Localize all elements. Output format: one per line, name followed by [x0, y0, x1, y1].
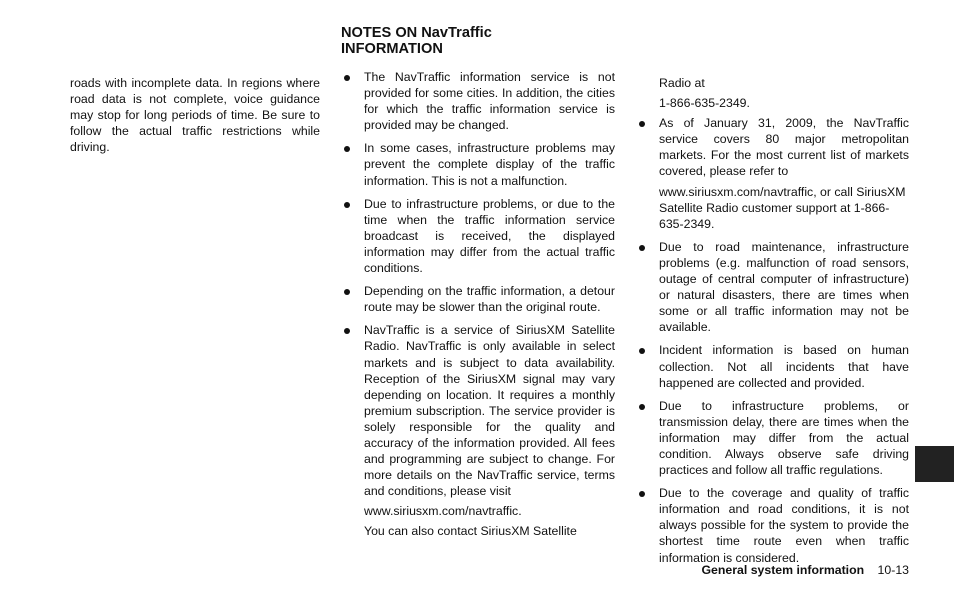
list-item [341, 322, 615, 539]
page-footer [701, 562, 909, 578]
bullet-icon [344, 328, 350, 334]
bullet-icon [344, 75, 350, 81]
list-item-subtext: www.siriusxm.com/navtraffic, or call SiriusXM Satellite Radio customer support at 1-866-635-2349. [659, 184, 906, 231]
list-item-text: Due to infrastructure problems, or transmission delay, there are times when the information may differ from the actual condition. Always observe safe driving practices and follow all traffic regulations. [659, 398, 909, 478]
list-item [636, 485, 909, 565]
bullet-icon [639, 491, 645, 497]
column-right [636, 75, 909, 573]
list-item [636, 342, 909, 390]
bullet-icon [344, 289, 350, 295]
list-item [636, 239, 909, 336]
list-item-text: In some cases, infrastructure problems may prevent the complete display of the traffic information. This is not a malfunction. [364, 141, 615, 188]
list-item [341, 69, 615, 133]
footer-section-title: General system information [701, 563, 865, 577]
support-phone: 1-866-635-2349. [659, 96, 750, 111]
list-item [341, 196, 615, 276]
heading-line-1: NOTES ON NavTraffic [341, 25, 492, 41]
list-item-text: As of January 31, 2009, the NavTraffic service covers 80 major metropolitan markets. For the most current list of markets covered, please refer to [659, 116, 909, 179]
list-item-text: NavTraffic is a service of SiriusXM Satellite Radio. NavTraffic is only available in select markets and is subject to data availability. Reception of the SiriusXM signal may vary depending on location. It requires a monthly premium subscription. The service provider is solely responsible for the quality and accuracy of the information provided. All fees and programming are subject to change. For more details on the NavTraffic service, terms and conditions, please visit [364, 323, 615, 499]
list-item-text: The NavTraffic information service is not provided for some cities. In addition, the cities for which the traffic information service is provided may be changed. [364, 70, 615, 133]
bullet-icon [639, 404, 645, 410]
page-number: 10-13 [877, 563, 909, 577]
column-middle [341, 25, 615, 547]
bullet-icon [639, 348, 645, 354]
section-heading [341, 25, 615, 57]
list-item-text: Due to infrastructure problems, or due to the time when the traffic information service broadcast is received, the displayed information may differ from the actual traffic conditions. [364, 196, 615, 276]
navtraffic-url: www.siriusxm.com/navtraffic. [364, 504, 522, 519]
column-left [70, 75, 320, 155]
paragraph-continued: roads with incomplete data. In regions where road data is not complete, voice guidance may stop for long periods of time. Be sure to follow the actual traffic restrictions while driving. [70, 76, 320, 155]
list-item-text: Due to the coverage and quality of traffic information and road conditions, it is not always possible for the system to provide the shortest time route even when traffic information is considered. [659, 486, 909, 565]
list-item-text: Incident information is based on human collection. Not all incidents that have happened are collected and provided. [659, 343, 909, 390]
list-item [341, 283, 615, 315]
bullet-icon [344, 146, 350, 152]
bullet-icon [344, 202, 350, 208]
list-item [636, 115, 909, 232]
continued-text: Radio at [659, 76, 705, 90]
heading-line-2: INFORMATION [341, 41, 443, 57]
bullet-icon [639, 245, 645, 251]
list-item-text: Due to road maintenance, infrastructure problems (e.g. malfunction of road sensors, outage of central computer of infrastructure) or natural disasters, there are times when some or all traffic information may not be available. [659, 239, 909, 335]
chapter-tab [915, 446, 954, 482]
bullet-icon [639, 121, 645, 127]
list-item-continued [636, 75, 909, 111]
list-item-text: Depending on the traffic information, a detour route may be slower than the original route. [364, 284, 615, 315]
contact-text: You can also contact SiriusXM Satellite [364, 524, 577, 539]
list-item [341, 140, 615, 188]
list-item [636, 398, 909, 478]
